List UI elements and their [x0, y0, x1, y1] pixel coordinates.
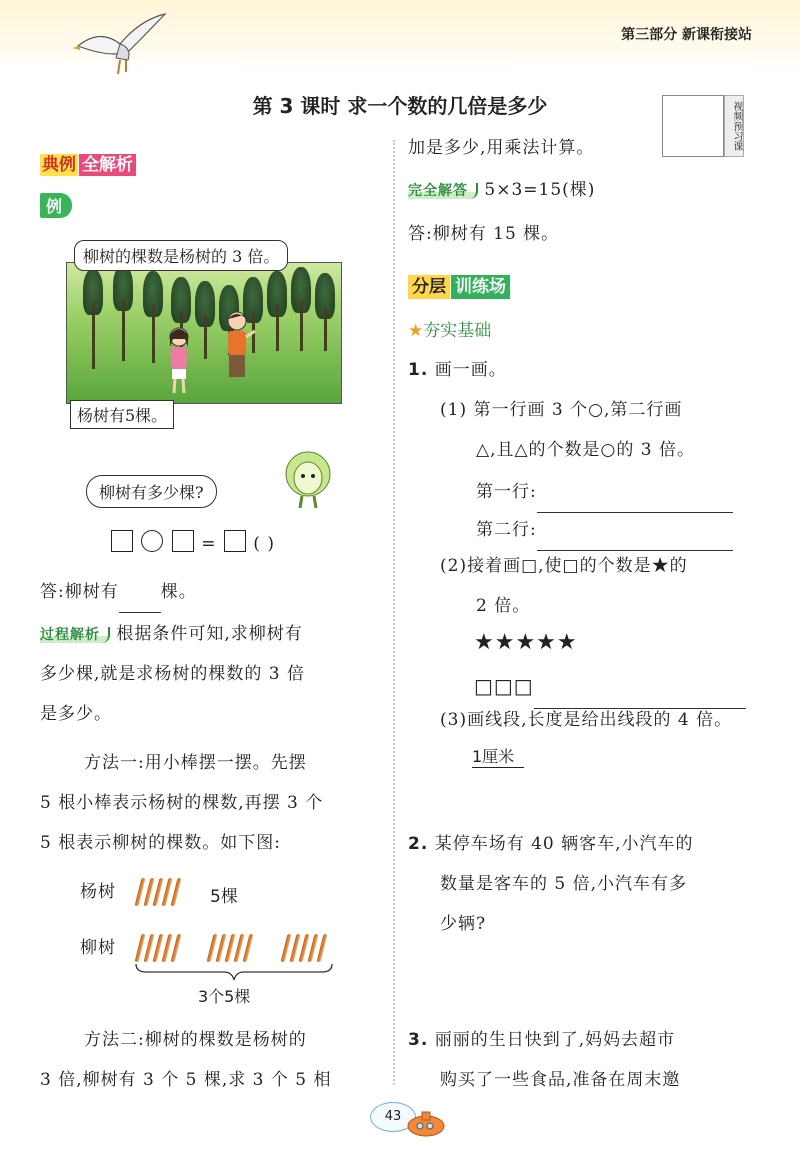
segment-1cm: [472, 744, 524, 768]
equation-template: [110, 524, 275, 564]
row2-answer: [476, 510, 733, 551]
lesson-title: 第 3 课时 求一个数的几倍是多少: [252, 94, 548, 118]
stars-row: ★★★★★: [474, 630, 578, 655]
row1-answer: [476, 472, 733, 513]
q1-3-line: (3)画线段,长度是给出线段的 4 倍。: [440, 710, 733, 730]
q1-1-line-1: (1) 第一行画 3 个○,第二行画: [440, 400, 683, 420]
basics-heading: [408, 316, 491, 341]
trees-scene: [66, 262, 342, 404]
liu-sticks: [138, 934, 338, 964]
method2-line-1: 方法二:柳树的棵数是杨树的: [84, 1030, 307, 1050]
method1-line-3: 5 根表示柳树的棵数。如下图:: [40, 833, 281, 853]
q1-heading: [408, 350, 507, 390]
liu-brace: [134, 962, 334, 982]
analysis-tag: 过程解析: [40, 627, 110, 643]
analysis-text-1: 根据条件可知,求柳树有: [116, 624, 303, 644]
equation-box-1[interactable]: [111, 530, 133, 552]
question-bubble: 柳树有多少棵?: [86, 475, 217, 508]
row1-label: 第一行:: [476, 482, 537, 502]
q1-title: 画一画。: [434, 360, 507, 380]
q2-text-1: 某停车场有 40 辆客车,小汽车的: [434, 834, 694, 854]
example-badge: [36, 148, 140, 177]
q3-number: 3.: [408, 1030, 429, 1050]
q3-text-1: 丽丽的生日快到了,妈妈去超市: [434, 1030, 676, 1050]
row1-line[interactable]: [537, 472, 733, 513]
qr-side-label: 视频预习课: [724, 95, 744, 157]
practice-badge-b: 训练场: [451, 275, 510, 299]
analysis-line-3: 是多少。: [40, 704, 112, 724]
q2-line-2: 数量是客车的 5 倍,小汽车有多: [440, 874, 688, 894]
equation-box-2[interactable]: [172, 530, 194, 552]
qr-code-icon[interactable]: [662, 95, 724, 157]
equation-unit-paren[interactable]: ( ): [253, 534, 275, 554]
method1-line-2: 5 根小棒表示杨树的棵数,再摆 3 个: [40, 793, 324, 813]
segment-label: 1厘米: [472, 747, 515, 766]
analysis-line-2: 多少棵,就是求杨树的棵数的 3 倍: [40, 664, 306, 684]
answer-suffix: 棵。: [160, 582, 197, 602]
solution-line: [408, 170, 595, 211]
girl-figure: [159, 325, 199, 395]
q1-1-line-2: △,且△的个数是○的 3 倍。: [476, 440, 696, 460]
solution-tag: 完全解答: [408, 183, 478, 199]
example-badge-a: 典例: [42, 155, 76, 175]
q2-line-1: [408, 824, 694, 864]
method2-line-2: 3 倍,柳树有 3 个 5 棵,求 3 个 5 相: [40, 1070, 332, 1090]
q2-number: 2.: [408, 834, 429, 854]
row2-line[interactable]: [537, 510, 733, 551]
row2-label: 第二行:: [476, 520, 537, 540]
example-tag: 例: [40, 193, 72, 218]
method1-line-1: 方法一:用小棒摆一摆。先摆: [84, 753, 307, 773]
equation-equals: =: [201, 534, 217, 554]
scene-note: 杨树有5棵。: [70, 400, 174, 429]
equation-box-3[interactable]: [224, 530, 246, 552]
example-answer: [40, 572, 197, 613]
scene-speech-bubble: 柳树的棵数是杨树的 3 倍。: [74, 240, 288, 271]
q1-2-line-1: (2)接着画□,使□的个数是★的: [440, 556, 688, 576]
section-title: 第三部分 新课衔接站: [621, 27, 752, 43]
solution-equation: 5×3=15(棵): [484, 180, 596, 200]
given-boxes: □□□: [474, 674, 534, 698]
analysis-line-1: [40, 614, 303, 655]
solution-answer: 答:柳树有 15 棵。: [408, 224, 560, 244]
practice-badge-a: 分层: [408, 275, 450, 299]
liu-label: 柳树: [80, 938, 116, 958]
liu-count: 3个5棵: [198, 987, 251, 1006]
page-number: 43: [370, 1102, 416, 1132]
cabbage-mascot-icon: [278, 448, 340, 512]
column-divider: [393, 140, 395, 1085]
boy-figure: [217, 309, 257, 389]
submarine-icon: [404, 1100, 450, 1140]
example-badge-b: 全解析: [79, 154, 136, 176]
yang-sticks: [138, 878, 198, 908]
seagull-illustration: [70, 8, 170, 78]
answer-prefix: 答:柳树有: [40, 582, 119, 602]
star-icon: ★: [408, 321, 424, 341]
basics-title: 夯实基础: [423, 321, 492, 341]
yang-label: 杨树: [80, 882, 116, 902]
q1-2-line-2: 2 倍。: [476, 596, 531, 616]
continued-line: 加是多少,用乘法计算。: [408, 138, 595, 158]
equation-operator-circle[interactable]: [141, 530, 163, 552]
yang-count: 5棵: [210, 887, 238, 907]
q1-number: 1.: [408, 360, 429, 380]
q2-line-3: 少辆?: [440, 914, 487, 934]
q3-line-2: 购买了一些食品,准备在周末邀: [440, 1070, 681, 1090]
answer-blank[interactable]: [119, 572, 161, 613]
q3-line-1: [408, 1020, 675, 1060]
practice-badge: [408, 272, 510, 297]
